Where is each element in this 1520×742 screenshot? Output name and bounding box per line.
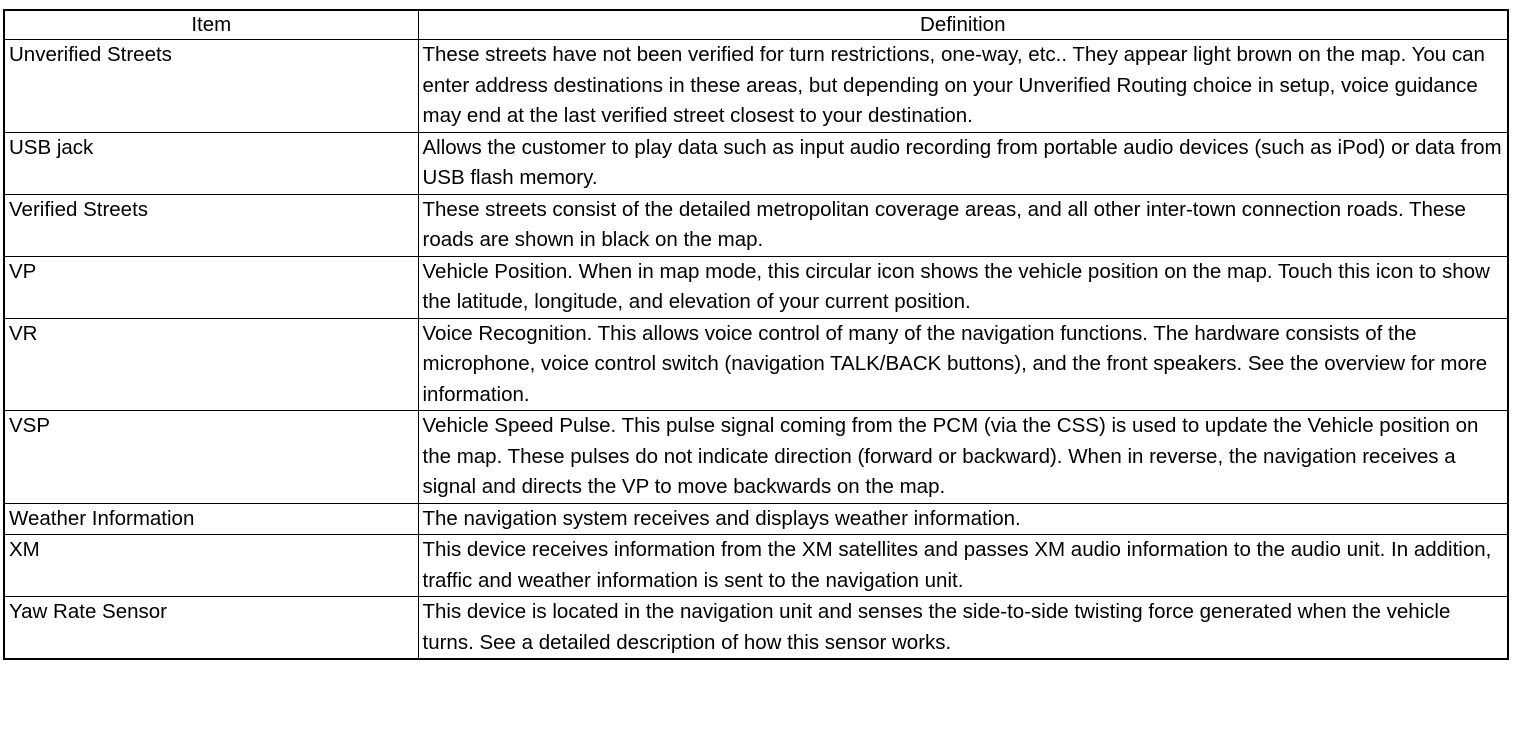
definition-cell: Vehicle Speed Pulse. This pulse signal coming from the PCM (via the CSS) is used to update the Vehicle position on the map. These pulses do not indicate direction (forward or backward). When in reverse, the navigation receives a signal and directs the VP to move backwards on the map. <box>418 411 1508 504</box>
definition-cell: Allows the customer to play data such as input audio recording from portable audio devices (such as iPod) or data from USB flash memory. <box>418 132 1508 194</box>
definition-cell: Voice Recognition. This allows voice control of many of the navigation functions. The hardware consists of the microphone, voice control switch (navigation TALK/BACK buttons), and the front speakers. See the overview for more information. <box>418 318 1508 411</box>
item-cell: VR <box>4 318 418 411</box>
table-row <box>4 194 1508 256</box>
table-row <box>4 256 1508 318</box>
table-row <box>4 535 1508 597</box>
definition-cell: This device receives information from the XM satellites and passes XM audio information to the audio unit. In addition, traffic and weather information is sent to the navigation unit. <box>418 535 1508 597</box>
item-cell: Unverified Streets <box>4 40 418 133</box>
item-cell: XM <box>4 535 418 597</box>
table-header-row <box>4 10 1508 40</box>
item-cell: Weather Information <box>4 503 418 535</box>
table-row <box>4 318 1508 411</box>
table-row <box>4 40 1508 133</box>
table-row <box>4 503 1508 535</box>
definition-cell: These streets have not been verified for turn restrictions, one-way, etc.. They appear light brown on the map. You can enter address destinations in these areas, but depending on your Unverified Routing choice in setup, voice guidance may end at the last verified street closest to your destination. <box>418 40 1508 133</box>
item-cell: Verified Streets <box>4 194 418 256</box>
definition-cell: The navigation system receives and displays weather information. <box>418 503 1508 535</box>
item-cell: Yaw Rate Sensor <box>4 597 418 660</box>
column-header-definition: Definition <box>418 10 1508 40</box>
column-header-item: Item <box>4 10 418 40</box>
glossary-table <box>3 9 1509 660</box>
definition-cell: Vehicle Position. When in map mode, this circular icon shows the vehicle position on the map. Touch this icon to show the latitude, longitude, and elevation of your current position. <box>418 256 1508 318</box>
item-cell: VSP <box>4 411 418 504</box>
item-cell: VP <box>4 256 418 318</box>
definition-cell: These streets consist of the detailed metropolitan coverage areas, and all other inter-town connection roads. These roads are shown in black on the map. <box>418 194 1508 256</box>
table-row <box>4 597 1508 660</box>
definition-cell: This device is located in the navigation unit and senses the side-to-side twisting force generated when the vehicle turns. See a detailed description of how this sensor works. <box>418 597 1508 660</box>
table-row <box>4 411 1508 504</box>
table-row <box>4 132 1508 194</box>
item-cell: USB jack <box>4 132 418 194</box>
